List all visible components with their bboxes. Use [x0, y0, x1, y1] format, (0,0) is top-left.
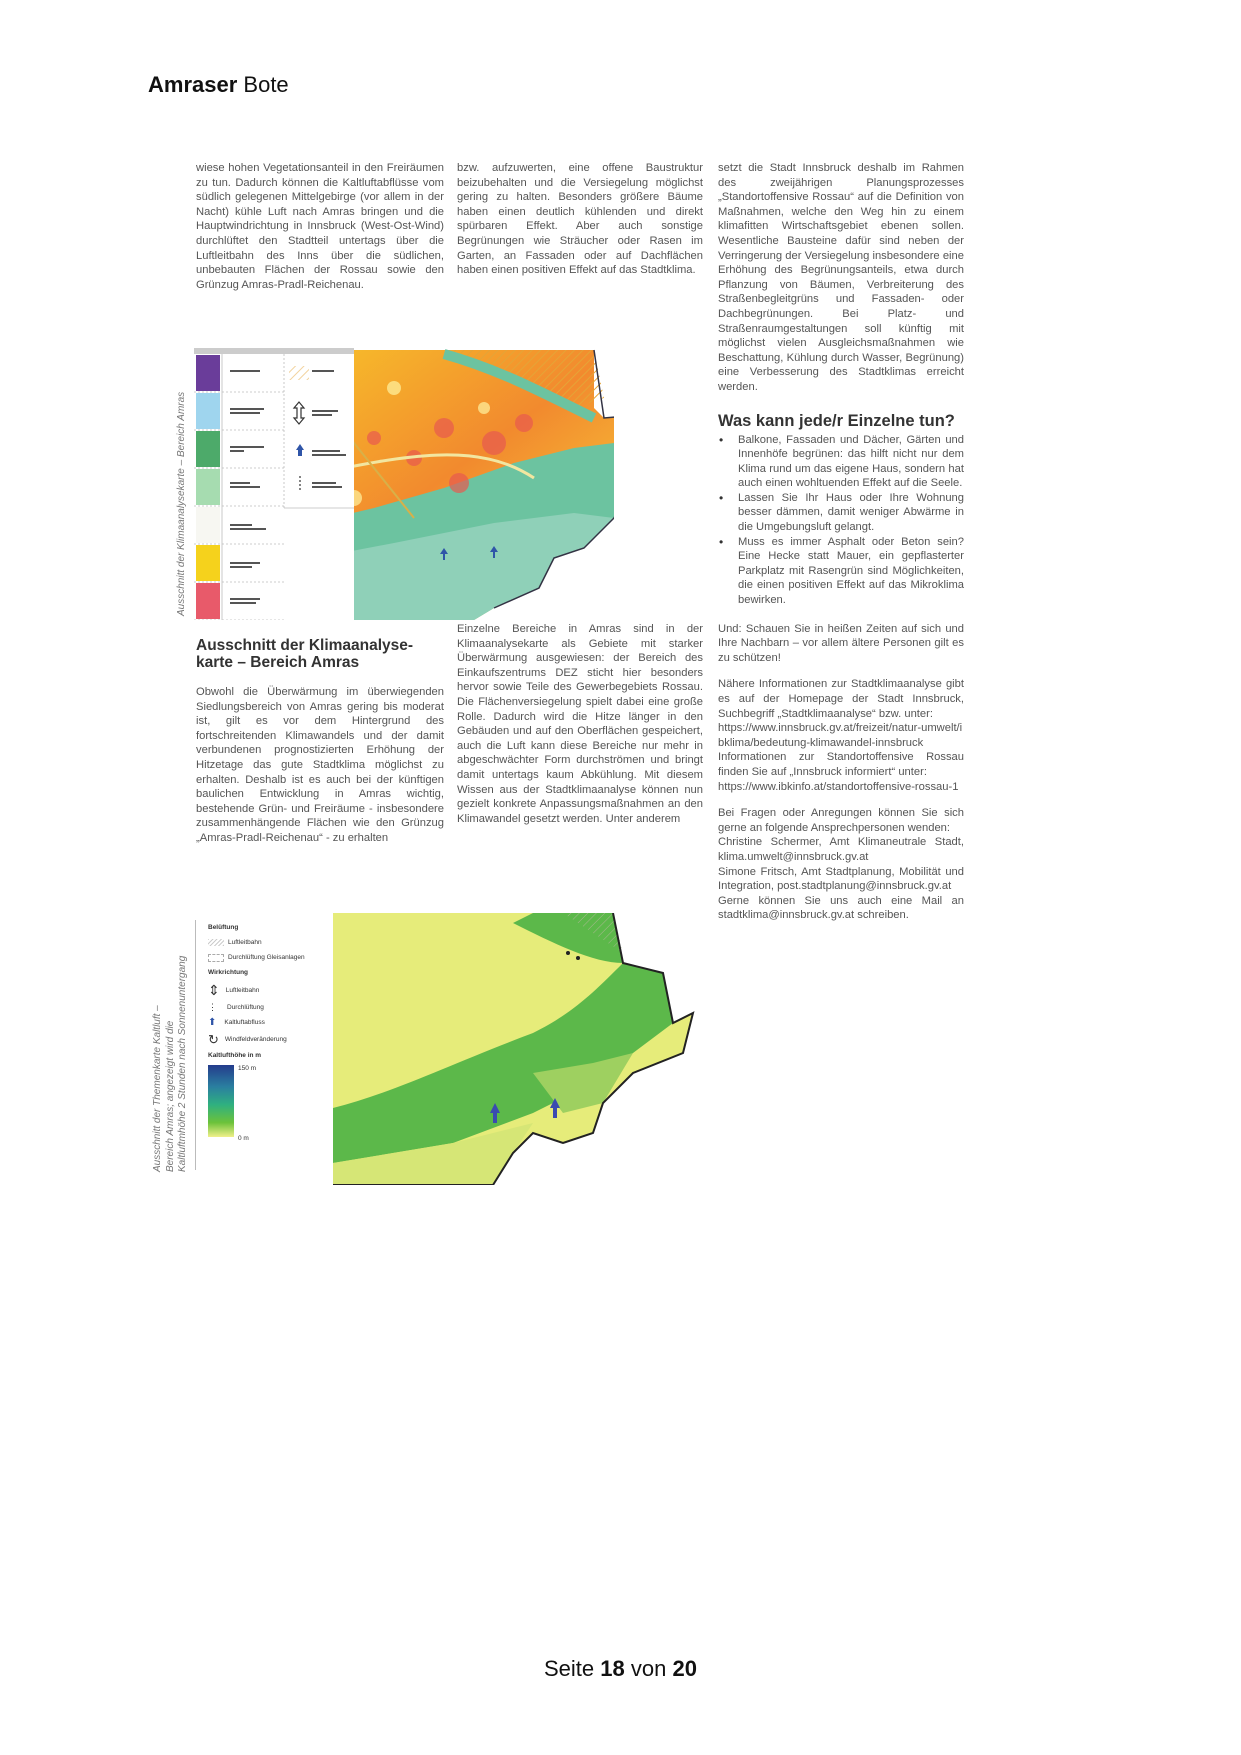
info2-text: Informationen zur Standortoffensive Rossau finden Sie auf „Innsbruck informiert“ unter: — [718, 751, 964, 778]
column1-lower — [196, 637, 444, 858]
column1-intro-text: wiese hohen Vegetationsanteil in den Freiräumen zu tun. Dadurch können die Kaltluftabflüsse vom südlich gelegenen Mittelgebirge (vor allem in der Nacht) kühle Luft nach Amras bringen und die Hauptwindrichtung in Innsbruck (West-Ost-Wind) durchlüftet den Stadtteil untertags über die Luftleitbahn des Inns über die südlichen, unbebauten Flächen der Rossau sowie den Grünzug Amras-Pradl-Reichenau. — [196, 162, 444, 291]
map2-caption — [152, 956, 190, 1172]
legend-swatch — [196, 583, 220, 619]
cold-air-map — [333, 913, 713, 1185]
info2-link[interactable]: https://www.ibkinfo.at/standortoffensive-rossau-1 — [718, 780, 959, 793]
legend-swatch — [196, 355, 220, 391]
scale-max: 150 m — [238, 1065, 257, 1072]
scale-title: Kaltlufthöhe in m — [208, 1052, 262, 1059]
climate-map-graphic — [194, 348, 614, 620]
tip-item: • Balkone, Fassaden und Dächer, Gärten und Innenhöfe begrünen: das hilft nicht nur dem Klima rund um das eigene Haus, sondern hat auch einen wohltuenden Effekt auf die Seele. — [738, 433, 964, 491]
legend-swatch — [196, 545, 220, 581]
map1-heading: Ausschnitt der Klimaanalysekarte – Bereich Amras — [196, 637, 414, 671]
legend-item: ⬆ Kaltluftabfluss — [208, 1017, 265, 1028]
contact-block — [718, 806, 964, 923]
tip-item: • Muss es immer Asphalt oder Beton sein? Eine Hecke statt Mauer, ein gepflasterter Parkplatz mit Rasengrün sind Möglichkeiten, die einen positiven Effekt auf das Mikroklima bewirken. — [738, 535, 964, 608]
info1-link[interactable]: https://www.innsbruck.gv.at/freizeit/natur-umwelt/ibklima/bedeutung-klimawandel-innsbruck — [718, 722, 963, 749]
map2-legend — [195, 920, 326, 1170]
column1-intro — [196, 161, 444, 304]
legend-item: Durchlüftung Gleisanlagen — [208, 950, 326, 965]
contact-person: Christine Schermer, Amt Klimaneutrale Stadt, klima.umwelt@innsbruck.gv.at — [718, 836, 964, 863]
column2-body-text: Einzelne Bereiche in Amras sind in der Klimaanalysekarte als Gebiete mit starker Überwärmung ausgewiesen: der Bereich des Einkaufszentrums DEZ sticht hier besonders hervor sowie Teile des Gewerbegebiets Rossau. Die Flächenversiegelung spielt dabei eine große Rolle. Dadurch wird die Hitze länger in den Gebäuden und auf den Oberflächen gespeichert, auch die Luft kann diese Bereiche nur mehr in abgeschwächter Form durchströmen und bringt damit untertags kaum Abkühlung. Mit diesem Wissen aus der Stadtklimaanalyse können nun gezielt konkrete Anpassungsmaßnahmen an den Klimawandel gesetzt werden. Unter anderem — [457, 623, 703, 825]
legend-item: ⇕ Luftleitbahn — [208, 981, 260, 998]
color-ramp — [208, 1065, 234, 1137]
cold-air-map-graphic — [333, 913, 713, 1185]
rotate-arrow-icon: ↻ — [208, 1031, 219, 1047]
column3-intro-text: setzt die Stadt Innsbruck deshalb im Rahmen des zweijährigen Planungsprozesses „Standortoffensive Rossau“ auf die Definition von Maßnahmen, welche den Weg hin zu einem klimafitten Wirtschaftsgebiet ebenen sollen. Wesentliche Bausteine dafür sind neben der Verringerung der Versiegelung insbesondere eine Erhöhung des Begrünungsanteils, etwa durch Pflanzung von Bäumen, Verbreiterung des Straßenbegleitgrüns und Fassaden- oder Dachbegrünungen. Bei Platz- und Straßenraumgestaltungen soll künftig mit möglichst vielen Ausgleichsmaßnahmen wie Beschattung, Kühlung durch Wasser, Begrünung) eine Verbesserung des Stadtklimas erreicht werden. — [718, 162, 964, 393]
legend-swatch — [196, 507, 220, 543]
dotted-arrow-icon: ⋮ — [208, 1002, 217, 1012]
column2-intro — [457, 161, 703, 290]
publication-title — [148, 72, 289, 98]
brand-bold: Amraser — [148, 72, 238, 97]
column1-body-text: Obwohl die Überwärmung im überwiegenden Siedlungsbereich von Amras gering bis moderat ist, gilt es vor dem Hintergrund des fortschreitenden Klimawandels und der damit verbundenen prognostizierten Erhöhung der Hitzetage das gute Stadtklima möglichst zu erhalten. Deshalb ist es auch bei der künftigen baulichen Entwicklung in Amras wichtig, bestehende Grün- und Freiräume - insbesondere zusammenhängende Flächen wie den Grünzug „Amras-Pradl-Reichenau“ - zu erhalten — [196, 686, 444, 844]
info1-text: Nähere Informationen zur Stadtklimaanalyse gibt es auf der Homepage der Stadt Innsbruck, Suchbegriff „Stadtklimaanalyse“ bzw. unter: — [718, 678, 964, 720]
page-middle: von — [630, 1656, 667, 1681]
current-page: 18 — [600, 1656, 625, 1681]
column2-intro-text: bzw. aufzuwerten, eine offene Baustruktur beizubehalten und die Versiegelung möglichst gering zu halten. Besonders größere Bäume haben einen deutlich kühlenden und direkt spürbaren Effekt. Aber auch sonstige Begrünungen wie Sträucher oder Rasen im Garten, an Fassaden oder auf Dachflächen haben einen positiven Effekt auf das Stadtklima. — [457, 162, 703, 277]
map2-caption-line: Bereich Amras; angezeigt wird die — [164, 1020, 176, 1172]
info2-block — [718, 750, 964, 794]
dotted-box-icon — [208, 954, 224, 962]
page-prefix: Seite — [544, 1656, 595, 1681]
column3 — [718, 161, 964, 923]
legend-swatch — [196, 431, 220, 467]
legend-section-title: Wirkrichtung — [208, 969, 249, 976]
column2-lower — [457, 622, 703, 838]
legend-item: Luftleitbahn — [208, 935, 326, 950]
legend-swatch — [196, 469, 220, 505]
contact-mail-note: Gerne können Sie uns auch eine Mail an stadtklima@innsbruck.gv.at schreiben. — [718, 894, 964, 922]
legend-item: ↻ Windfeldveränderung — [208, 1031, 287, 1047]
map2-caption-line: Ausschnitt der Themenkarte Kaltluft – — [152, 1005, 163, 1172]
tip-item: • Lassen Sie Ihr Haus oder Ihre Wohnung besser dämmen, damit weniger Abwärme in die Umgebungsluft gelangt. — [738, 491, 964, 535]
scale-min: 0 m — [238, 1135, 249, 1142]
page-number — [0, 1656, 1241, 1682]
map2-caption-line: Kaltluftmhöhe 2 Stunden nach Sonnenuntergang — [177, 955, 188, 1172]
cold-air-height-scale — [208, 1063, 326, 1143]
hatch-pattern-icon — [208, 939, 224, 946]
info1-block — [718, 677, 964, 750]
contact-person: Simone Fritsch, Amt Stadtplanung, Mobilität und Integration, post.stadtplanung@innsbruck.gv.at — [718, 865, 964, 893]
double-arrow-icon: ⇕ — [208, 981, 220, 998]
brand-regular: Bote — [243, 72, 289, 97]
total-pages: 20 — [672, 1656, 697, 1681]
tips-heading: Was kann jede/r Einzelne tun? — [718, 411, 955, 430]
und-text: Und: Schauen Sie in heißen Zeiten auf sich und Ihre Nachbarn – vor allem ältere Personen gilt es zu schützen! — [718, 622, 964, 664]
tips-list — [718, 433, 964, 608]
blue-arrow-icon: ⬆ — [208, 1017, 217, 1028]
legend-section-title: Belüftung — [208, 924, 239, 931]
climate-analysis-map — [194, 348, 614, 620]
map1-caption: Ausschnitt der Klimaanalysekarte – Bereich Amras — [176, 391, 187, 616]
contact-intro: Bei Fragen oder Anregungen können Sie sich gerne an folgende Ansprechpersonen wenden: — [718, 807, 964, 834]
legend-item: ⋮ Durchlüftung — [208, 1000, 326, 1015]
legend-swatch — [196, 393, 220, 429]
